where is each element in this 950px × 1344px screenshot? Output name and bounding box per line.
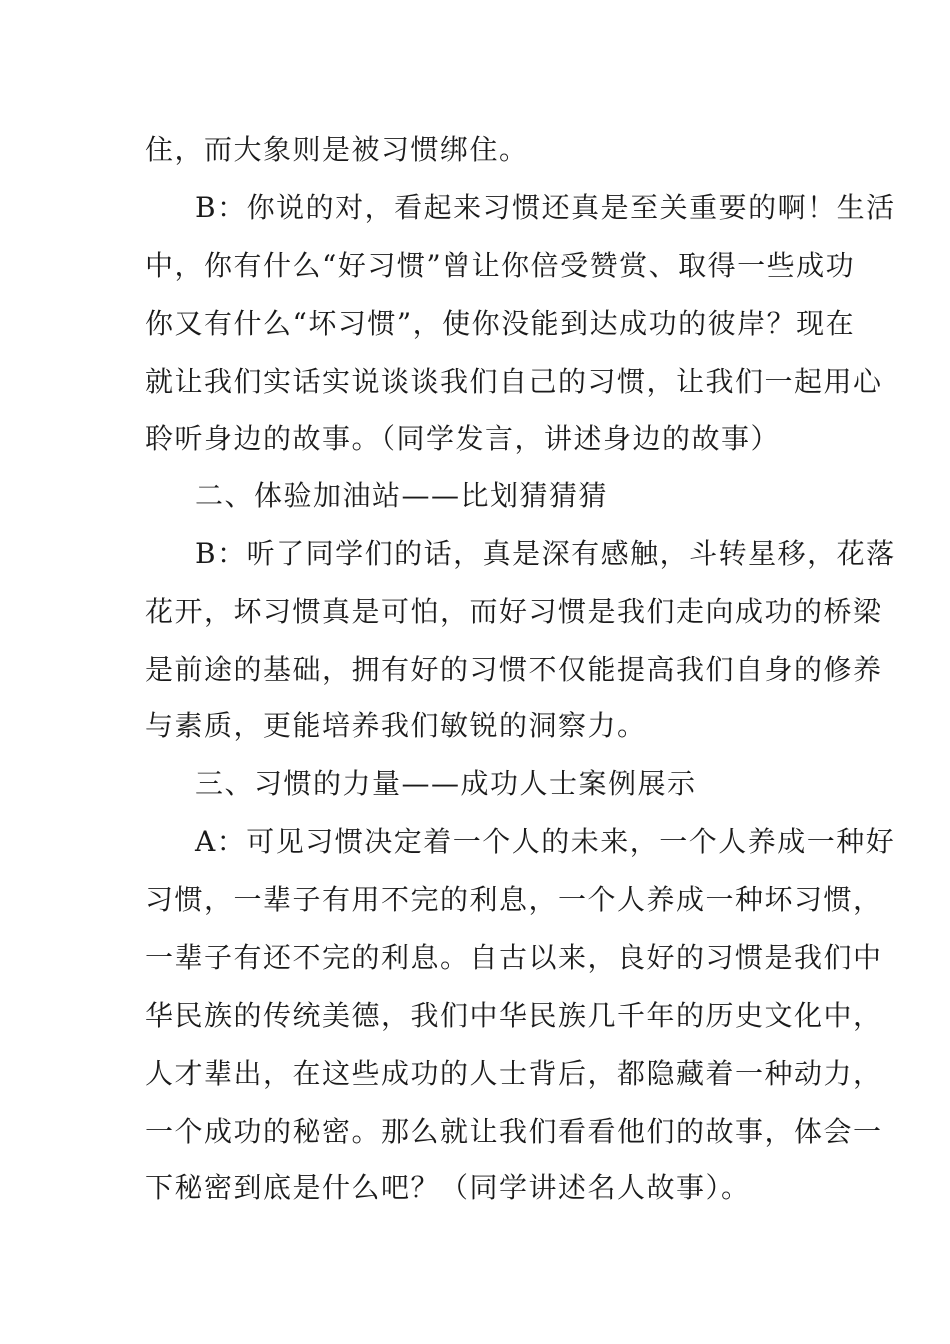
text-line: 一个成功的秘密。那么就让我们看看他们的故事，体会一	[145, 1115, 883, 1148]
section-heading: 三、习惯的力量——成功人士案例展示	[195, 767, 697, 800]
text-line: A：可见习惯决定着一个人的未来，一个人养成一种好	[195, 825, 896, 858]
text-line: 华民族的传统美德，我们中华民族几千年的历史文化中，	[145, 999, 883, 1032]
text-line: B：你说的对，看起来习惯还真是至关重要的啊！生活	[195, 191, 896, 224]
text-line: 花开，坏习惯真是可怕，而好习惯是我们走向成功的桥梁	[145, 595, 883, 628]
text-line: B：听了同学们的话，真是深有感触，斗转星移，花落	[195, 537, 896, 570]
text-line: 下秘密到底是什么吧？（同学讲述名人故事）。	[145, 1171, 751, 1204]
text-line: 你又有什么“坏习惯”，使你没能到达成功的彼岸？现在	[145, 307, 856, 340]
text-line: 就让我们实话实说谈谈我们自己的习惯，让我们一起用心	[145, 365, 883, 398]
text-line: 习惯，一辈子有用不完的利息，一个人养成一种坏习惯，	[145, 883, 883, 916]
text-line: 一辈子有还不完的利息。自古以来，良好的习惯是我们中	[145, 941, 883, 974]
section-heading: 二、体验加油站——比划猜猜猜	[195, 479, 609, 512]
text-line: 与素质，更能培养我们敏锐的洞察力。	[145, 709, 647, 742]
text-line: 聆听身边的故事。（同学发言，讲述身边的故事）	[145, 422, 781, 455]
text-line: 人才辈出，在这些成功的人士背后，都隐藏着一种动力，	[145, 1057, 883, 1090]
text-line: 是前途的基础，拥有好的习惯不仅能提高我们自身的修养	[145, 653, 883, 686]
text-line: 住，而大象则是被习惯绑住。	[145, 133, 529, 166]
text-line: 中，你有什么“好习惯”曾让你倍受赞赏、取得一些成功	[145, 249, 856, 282]
